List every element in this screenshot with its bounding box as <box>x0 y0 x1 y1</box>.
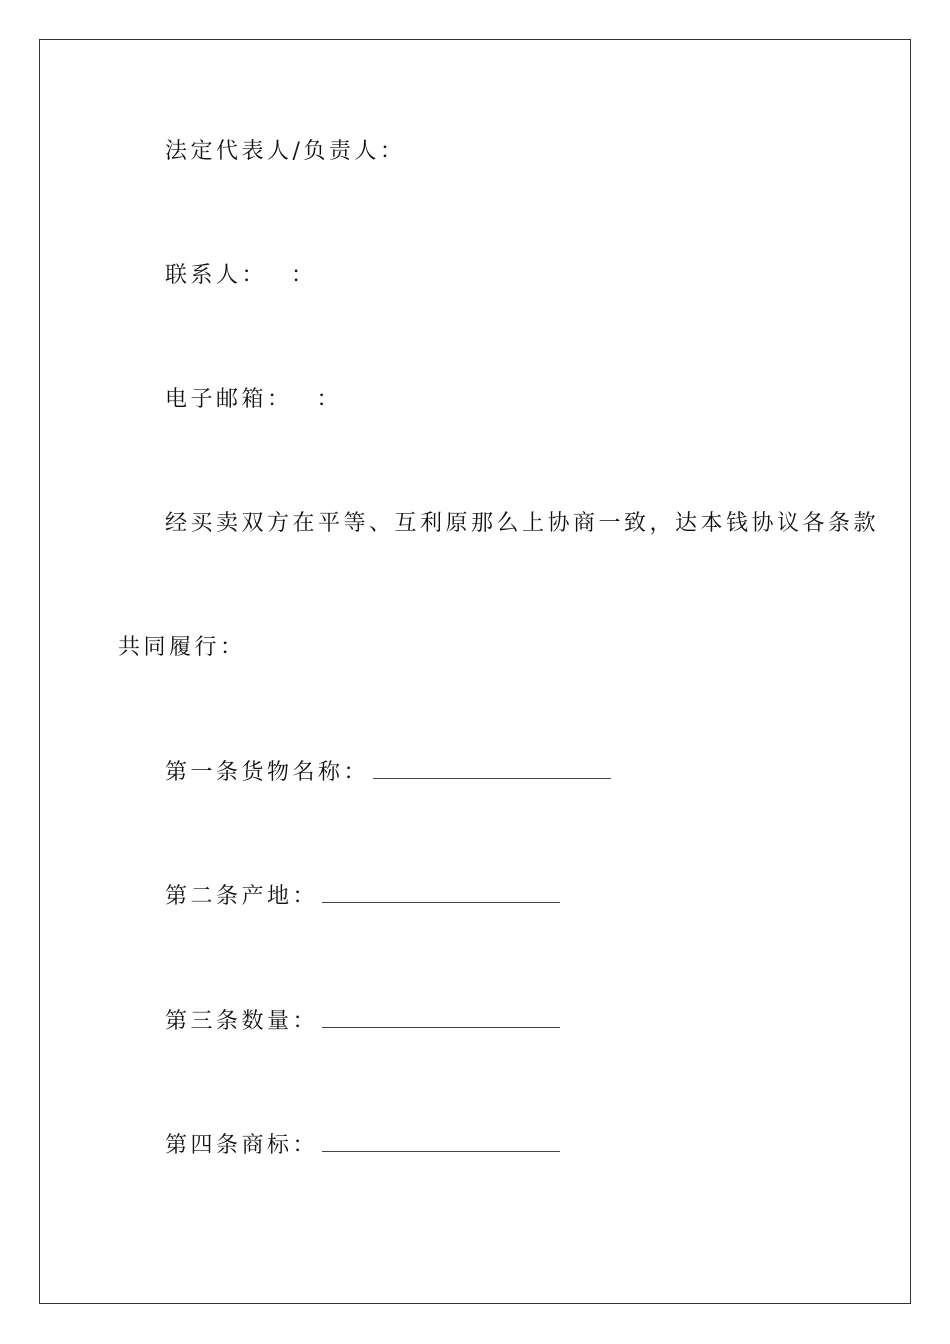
article-2-blank-field[interactable] <box>322 886 560 903</box>
article-1-label: 第一条货物名称： <box>165 760 370 785</box>
page-border <box>39 39 911 1304</box>
article-4-label: 第四条商标： <box>165 1133 319 1158</box>
agreement-paragraph-line-1 <box>165 509 879 539</box>
legal-representative-line <box>165 137 405 167</box>
email-line <box>165 385 342 415</box>
email-label: 电子邮箱： <box>165 387 293 412</box>
agreement-paragraph-line-2 <box>118 633 246 663</box>
article-4-blank-field[interactable] <box>322 1135 560 1152</box>
contact-person-line <box>165 261 317 291</box>
agreement-text-2: 共同履行： <box>118 635 246 660</box>
agreement-text-1: 经买卖双方在平等、互利原那么上协商一致，达本钱协议各条款 <box>165 511 880 536</box>
article-4-line <box>165 1131 560 1161</box>
contact-person-label: 联系人： <box>165 263 268 288</box>
article-2-label: 第二条产地： <box>165 884 319 909</box>
article-2-line <box>165 882 560 912</box>
legal-representative-label: 法定代表人/负责人： <box>165 139 406 164</box>
email-separator: ： <box>316 387 343 412</box>
contact-person-separator: ： <box>291 263 317 288</box>
article-3-blank-field[interactable] <box>322 1011 560 1028</box>
article-1-line <box>165 758 611 788</box>
article-1-blank-field[interactable] <box>373 762 611 779</box>
article-3-label: 第三条数量： <box>165 1009 319 1034</box>
article-3-line <box>165 1007 560 1037</box>
